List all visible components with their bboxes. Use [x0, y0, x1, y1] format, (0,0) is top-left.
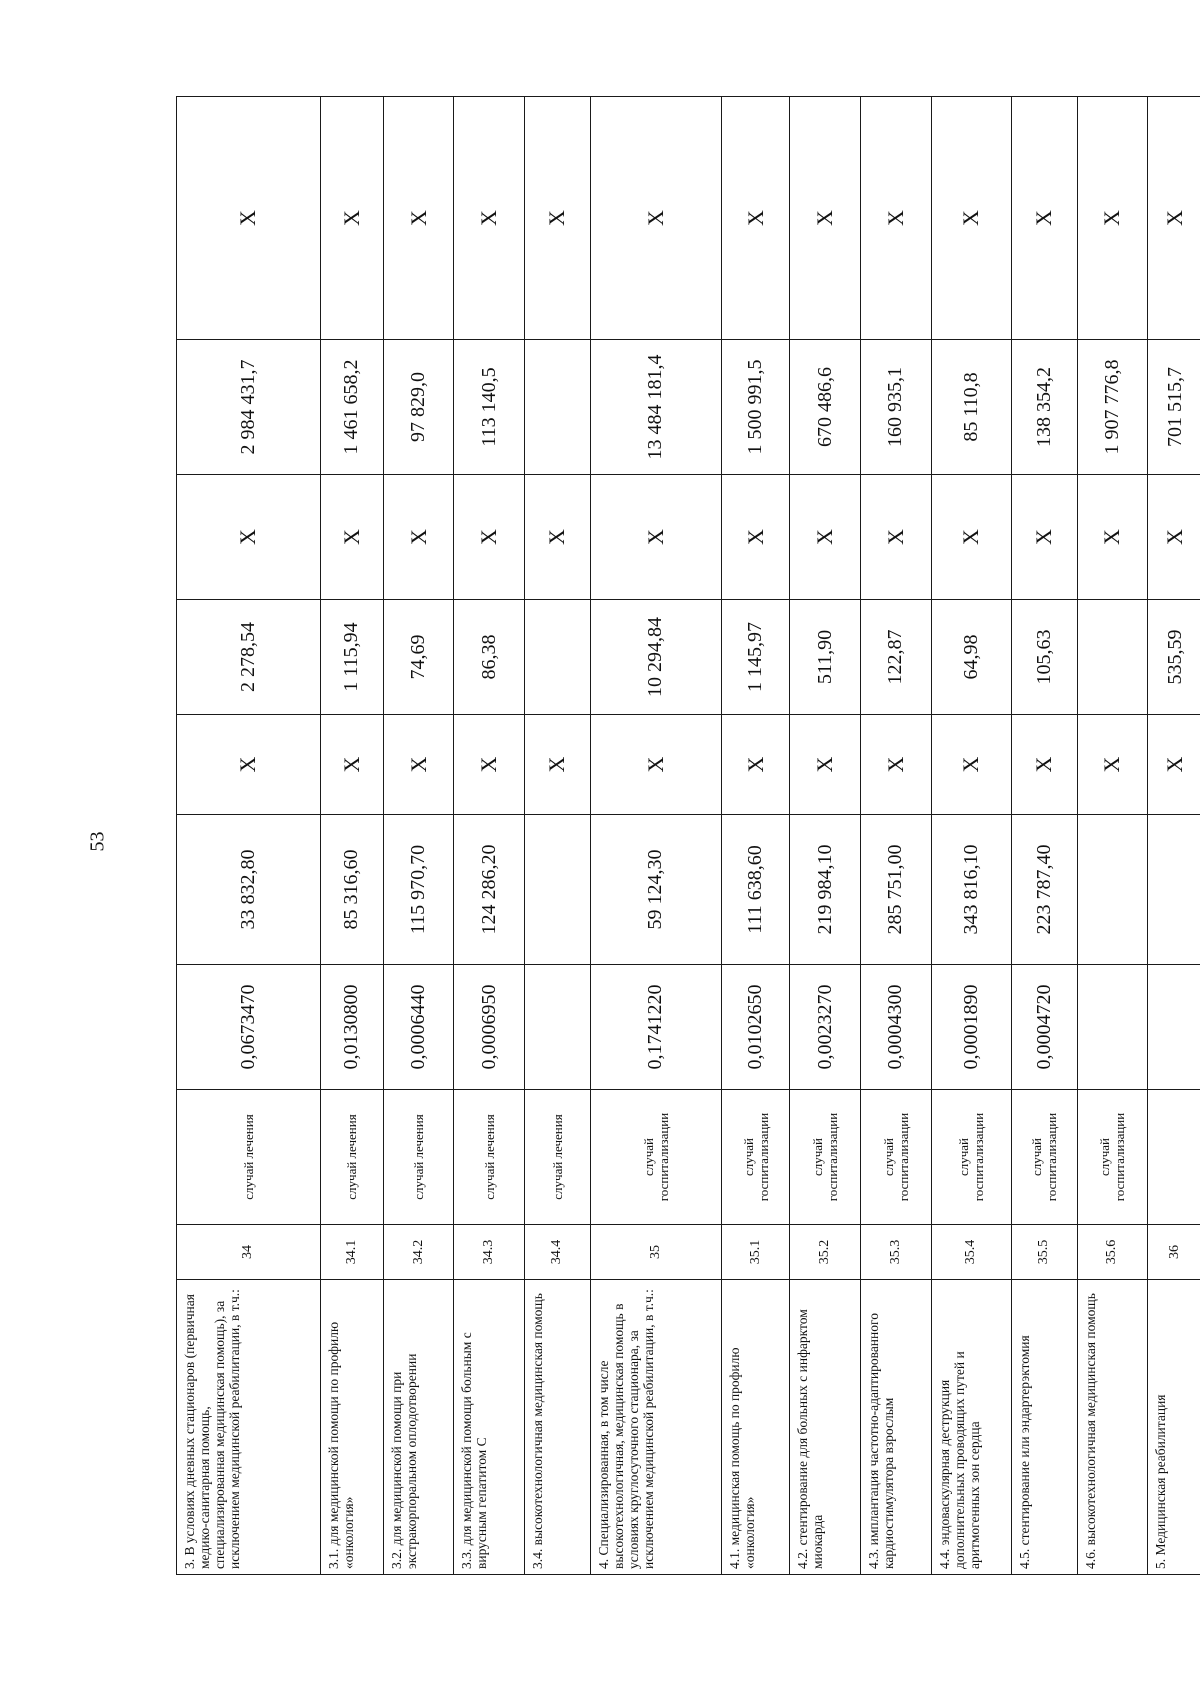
- rotated-table-container: [176, 97, 1200, 1575]
- table-row: [1148, 97, 1200, 1575]
- total-cost: 1 461 658,2: [320, 340, 383, 475]
- total-cost: 701 515,7: [1148, 340, 1200, 475]
- x-mark: Х: [454, 475, 525, 600]
- volume-norm: [1148, 965, 1200, 1090]
- per-capita-cost: 105,63: [1011, 600, 1077, 715]
- total-cost: 97 829,0: [383, 340, 454, 475]
- per-capita-cost: 64,98: [931, 600, 1011, 715]
- total-cost: 2 984 431,7: [177, 340, 321, 475]
- x-mark: Х: [1011, 475, 1077, 600]
- unit-cost: 59 124,30: [590, 815, 721, 965]
- x-mark: Х: [525, 475, 591, 600]
- unit-of-measure: случай госпитализации: [790, 1090, 861, 1225]
- volume-norm: [1077, 965, 1148, 1090]
- unit-of-measure: случай госпитализации: [1077, 1090, 1148, 1225]
- total-cost: 13 484 181,4: [590, 340, 721, 475]
- x-mark: Х: [1077, 97, 1148, 340]
- unit-cost: 33 832,80: [177, 815, 321, 965]
- total-cost: 160 935,1: [860, 340, 931, 475]
- x-mark: Х: [1011, 97, 1077, 340]
- x-mark: Х: [722, 715, 790, 815]
- x-mark: Х: [1148, 475, 1200, 600]
- total-cost: 85 110,8: [931, 340, 1011, 475]
- total-cost: 670 486,6: [790, 340, 861, 475]
- row-description: 4.5. стентирование или эндартерэктомия: [1011, 1280, 1077, 1575]
- row-description: 3.1. для медицинской помощи по профилю «онкология»: [320, 1280, 383, 1575]
- per-capita-cost: 86,38: [454, 600, 525, 715]
- volume-norm: 0,0004720: [1011, 965, 1077, 1090]
- per-capita-cost: 122,87: [860, 600, 931, 715]
- table-row: [1077, 97, 1148, 1575]
- row-description: 4.6. высокотехнологичная медицинская помощь: [1077, 1280, 1148, 1575]
- row-description: 4.1. медицинская помощь по профилю «онкология»: [722, 1280, 790, 1575]
- volume-norm: 0,1741220: [590, 965, 721, 1090]
- row-code: 34.1: [320, 1225, 383, 1280]
- per-capita-cost: 1 115,94: [320, 600, 383, 715]
- row-code: 35: [590, 1225, 721, 1280]
- row-description: 4.2. стентирование для больных с инфарктом миокарда: [790, 1280, 861, 1575]
- x-mark: Х: [1077, 715, 1148, 815]
- volume-norm: 0,0006950: [454, 965, 525, 1090]
- table-row: [722, 97, 790, 1575]
- row-description: 4. Специализированная, в том числе высокотехнологичная, медицинская помощь в условиях круглосуточного стационара, за исключением медицинской реабилитации, в т.ч.:: [590, 1280, 721, 1575]
- table-row: [790, 97, 861, 1575]
- table-row: [860, 97, 931, 1575]
- table-row: [177, 97, 321, 1575]
- row-code: 35.6: [1077, 1225, 1148, 1280]
- x-mark: Х: [590, 475, 721, 600]
- per-capita-cost: 74,69: [383, 600, 454, 715]
- per-capita-cost: 535,59: [1148, 600, 1200, 715]
- row-code: 35.4: [931, 1225, 1011, 1280]
- unit-of-measure: случай лечения: [383, 1090, 454, 1225]
- volume-norm: 0,0006440: [383, 965, 454, 1090]
- total-cost: 113 140,5: [454, 340, 525, 475]
- financing-table: [176, 96, 1200, 1575]
- x-mark: Х: [722, 97, 790, 340]
- unit-cost: 111 638,60: [722, 815, 790, 965]
- row-description: 5. Медицинская реабилитация: [1148, 1280, 1200, 1575]
- row-description: 3. В условиях дневных стационаров (первичная медико-санитарная помощь, специализированная медицинская помощь), за исключением медицинской реабилитации, в т.ч.:: [177, 1280, 321, 1575]
- volume-norm: 0,0130800: [320, 965, 383, 1090]
- total-cost: [525, 340, 591, 475]
- unit-of-measure: случай госпитализации: [590, 1090, 721, 1225]
- x-mark: Х: [790, 475, 861, 600]
- table-row: [931, 97, 1011, 1575]
- per-capita-cost: [1077, 600, 1148, 715]
- x-mark: Х: [177, 475, 321, 600]
- x-mark: Х: [1148, 715, 1200, 815]
- volume-norm: 0,0102650: [722, 965, 790, 1090]
- row-description: 4.3. имплантация частотно-адаптированного кардиостимулятора взрослым: [860, 1280, 931, 1575]
- table-body: [177, 97, 1200, 1575]
- unit-cost: 124 286,20: [454, 815, 525, 965]
- x-mark: Х: [931, 97, 1011, 340]
- unit-cost: 115 970,70: [383, 815, 454, 965]
- row-description: 3.3. для медицинской помощи больным с вирусным гепатитом С: [454, 1280, 525, 1575]
- unit-cost: [525, 815, 591, 965]
- volume-norm: [525, 965, 591, 1090]
- x-mark: Х: [383, 97, 454, 340]
- table-row: [383, 97, 454, 1575]
- x-mark: Х: [590, 97, 721, 340]
- x-mark: Х: [525, 715, 591, 815]
- unit-cost: [1148, 815, 1200, 965]
- row-code: 35.5: [1011, 1225, 1077, 1280]
- row-code: 35.1: [722, 1225, 790, 1280]
- row-code: 35.2: [790, 1225, 861, 1280]
- row-code: 34.4: [525, 1225, 591, 1280]
- table-row: [454, 97, 525, 1575]
- page-number: 53: [86, 831, 109, 852]
- row-description: 3.2. для медицинской помощи при экстракорпоральном оплодотворении: [383, 1280, 454, 1575]
- unit-cost: 285 751,00: [860, 815, 931, 965]
- table-row: [1011, 97, 1077, 1575]
- unit-of-measure: случай госпитализации: [722, 1090, 790, 1225]
- row-description: 4.4. эндоваскулярная деструкция дополнительных проводящих путей и аритмогенных зон сердца: [931, 1280, 1011, 1575]
- x-mark: Х: [1011, 715, 1077, 815]
- unit-of-measure: случай госпитализации: [860, 1090, 931, 1225]
- x-mark: Х: [790, 97, 861, 340]
- volume-norm: 0,0004300: [860, 965, 931, 1090]
- x-mark: Х: [383, 475, 454, 600]
- x-mark: Х: [931, 475, 1011, 600]
- per-capita-cost: 2 278,54: [177, 600, 321, 715]
- x-mark: Х: [525, 97, 591, 340]
- row-code: 34.3: [454, 1225, 525, 1280]
- x-mark: Х: [1077, 475, 1148, 600]
- x-mark: Х: [320, 97, 383, 340]
- unit-of-measure: случай лечения: [177, 1090, 321, 1225]
- unit-cost: 343 816,10: [931, 815, 1011, 965]
- per-capita-cost: 511,90: [790, 600, 861, 715]
- table-row: [525, 97, 591, 1575]
- unit-cost: 85 316,60: [320, 815, 383, 965]
- unit-of-measure: случай госпитализации: [931, 1090, 1011, 1225]
- x-mark: Х: [790, 715, 861, 815]
- row-code: 34: [177, 1225, 321, 1280]
- total-cost: 1 907 776,8: [1077, 340, 1148, 475]
- row-description: 3.4. высокотехнологичная медицинская помощь: [525, 1280, 591, 1575]
- x-mark: Х: [860, 475, 931, 600]
- per-capita-cost: 10 294,84: [590, 600, 721, 715]
- x-mark: Х: [177, 97, 321, 340]
- row-code: 35.3: [860, 1225, 931, 1280]
- row-code: 36: [1148, 1225, 1200, 1280]
- volume-norm: 0,0023270: [790, 965, 861, 1090]
- x-mark: Х: [177, 715, 321, 815]
- unit-cost: 223 787,40: [1011, 815, 1077, 965]
- total-cost: 1 500 991,5: [722, 340, 790, 475]
- unit-of-measure: случай госпитализации: [1011, 1090, 1077, 1225]
- x-mark: Х: [454, 97, 525, 340]
- table-row: [590, 97, 721, 1575]
- x-mark: Х: [383, 715, 454, 815]
- unit-of-measure: случай лечения: [525, 1090, 591, 1225]
- x-mark: Х: [454, 715, 525, 815]
- per-capita-cost: [525, 600, 591, 715]
- volume-norm: 0,0673470: [177, 965, 321, 1090]
- x-mark: Х: [931, 715, 1011, 815]
- row-code: 34.2: [383, 1225, 454, 1280]
- unit-of-measure: [1148, 1090, 1200, 1225]
- x-mark: Х: [860, 97, 931, 340]
- per-capita-cost: 1 145,97: [722, 600, 790, 715]
- volume-norm: 0,0001890: [931, 965, 1011, 1090]
- table-row: [320, 97, 383, 1575]
- x-mark: Х: [320, 475, 383, 600]
- x-mark: Х: [860, 715, 931, 815]
- unit-cost: [1077, 815, 1148, 965]
- x-mark: Х: [320, 715, 383, 815]
- x-mark: Х: [1148, 97, 1200, 340]
- x-mark: Х: [722, 475, 790, 600]
- total-cost: 138 354,2: [1011, 340, 1077, 475]
- x-mark: Х: [590, 715, 721, 815]
- unit-cost: 219 984,10: [790, 815, 861, 965]
- unit-of-measure: случай лечения: [454, 1090, 525, 1225]
- unit-of-measure: случай лечения: [320, 1090, 383, 1225]
